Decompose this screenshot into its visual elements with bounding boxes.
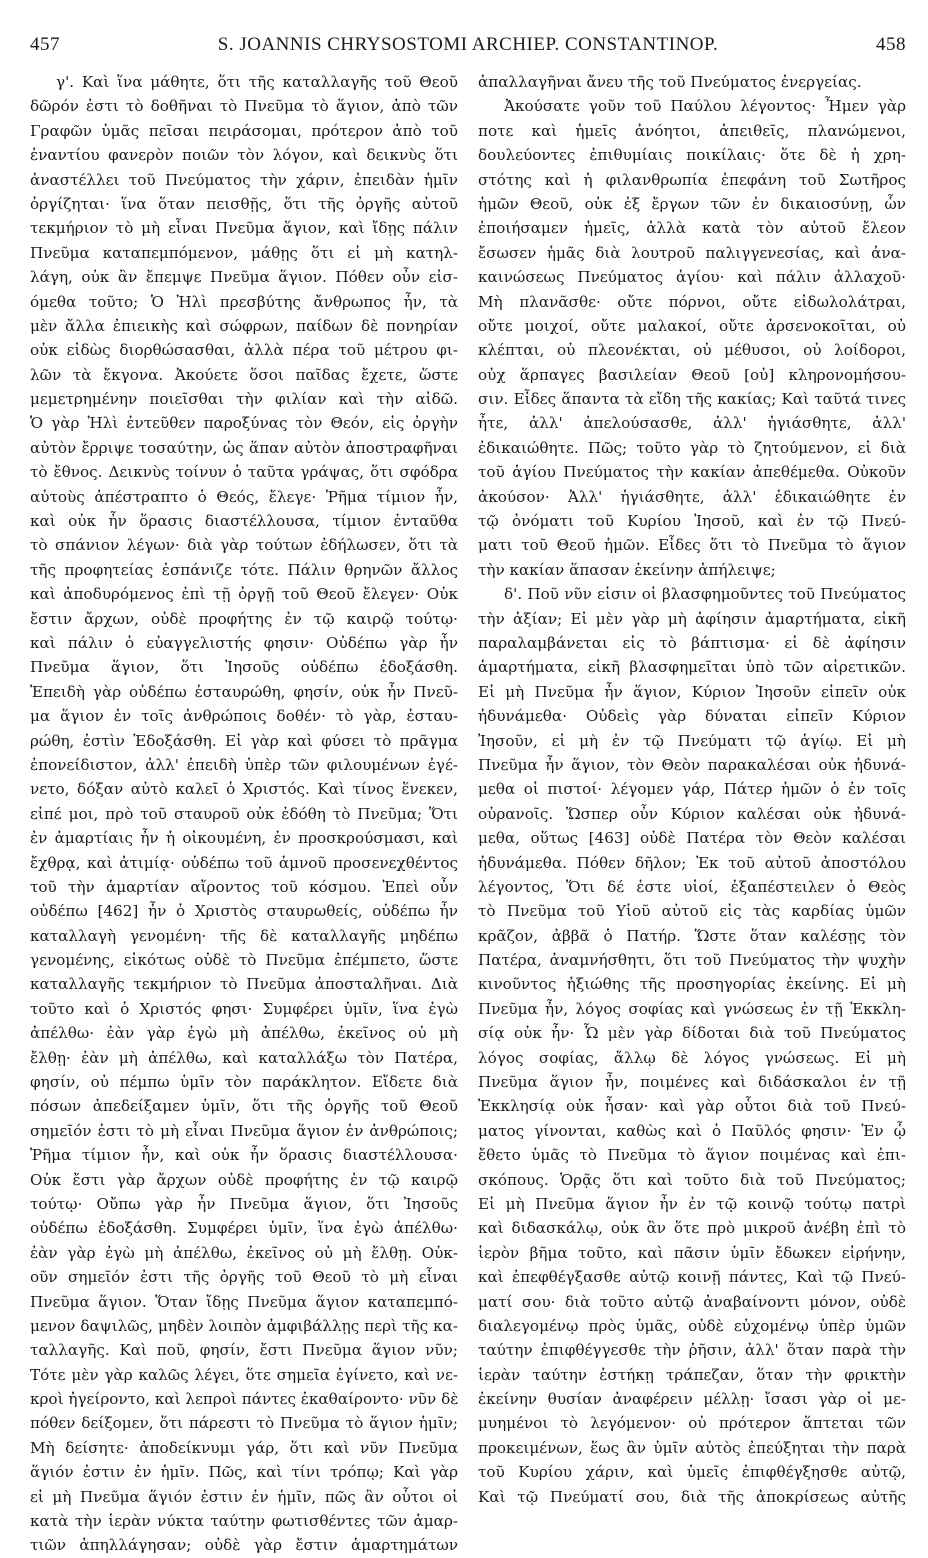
text-line: διαλεγομένῳ πρὸς ὑμᾶς, οὐδὲ εὐχομένῳ ὑπὲρ ὑμῶν bbox=[478, 1316, 906, 1335]
text-line: Τότε μὲν γὰρ καλῶς λέγει, ὅτε σημεῖα ἐγίνετο, καὶ νε- bbox=[30, 1365, 458, 1384]
text-line: ἔστιν ἄρχων, οὐδὲ προφήτης ἐν τῷ καιρῷ τούτῳ· bbox=[30, 609, 458, 628]
text-line: αὐτὸν ἔρριψε τοσαύτην, ὡς ἅπαν αὐτὸν ἀποστραφῆναι bbox=[30, 438, 458, 457]
text-line: πόθεν δείξομεν, ὅτι πάρεστι τὸ Πνεῦμα τὸ ἅγιον ἡμῖν; bbox=[30, 1414, 458, 1433]
text-line: καταλλαγῆς τεκμήριον τὸ Πνεῦμα ἀποσταλῆναι. Διὰ bbox=[30, 975, 458, 994]
text-line: ἠδυνάμεθα· Οὐδεὶς γὰρ δύναται εἰπεῖν Κύριον bbox=[478, 707, 906, 726]
text-line: ἐποιήσαμεν ἡμεῖς, ἀλλὰ κατὰ τὸν αὐτοῦ ἔλεον bbox=[478, 219, 906, 238]
text-line: Ἐπειδὴ γὰρ οὐδέπω ἐσταυρώθη, φησίν, οὐκ ἦν Πνεῦ- bbox=[30, 682, 458, 701]
text-line: τὴν κακίαν ἅπασαν ἐκείνην ἀπήλειψε; bbox=[478, 560, 776, 579]
text-line: οὔτε μοιχοί, οὔτε μαλακοί, οὔτε ἀρσενοκοῖται, οὐ bbox=[478, 316, 906, 335]
text-line: ταύτην ἐπιφθέγγεσθε τὴν ῥῆσιν, ἀλλ' ὅταν παρὰ τὴν bbox=[478, 1341, 906, 1360]
text-line: κρᾶζον, ἀββᾶ ὁ Πατήρ. Ὥστε ὅταν καλέσῃς τὸν bbox=[478, 926, 906, 945]
text-line: ματος γίνονται, καθὼς καὶ ὁ Παῦλός φησιν· Ἐν ᾧ bbox=[478, 1121, 906, 1140]
text-line: τῆς προφητείας ἐσπάνιζε τότε. Πάλιν θρηνῶν ἄλλος bbox=[30, 560, 458, 579]
text-line: κροὶ ἠγείροντο, καὶ λεπροὶ πάντες ἐκαθαίροντο· νῦν δὲ bbox=[30, 1390, 458, 1409]
text-line: τοῦ τὴν ἁμαρτίαν αἴροντος τοῦ κόσμου. Ἐπεὶ οὖν bbox=[30, 877, 458, 896]
text-line: Πνεῦμα ἦν ἅγιον, τὸν Θεὸν παρακαλέσαι οὐκ ἠδυνά- bbox=[478, 755, 906, 774]
text-line: μενον δαψιλῶς, μηδὲν λοιπὸν ἀμφιβάλλῃς περὶ τῆς κα- bbox=[30, 1316, 458, 1335]
text-line: φησίν, οὐ πέμπω ὑμῖν τὸν παράκλητον. Εἴδετε διὰ bbox=[30, 1073, 458, 1092]
text-line: ἀπέλθω· ἐὰν γὰρ ἐγὼ μὴ ἀπέλθω, ἐκεῖνος οὐ μὴ bbox=[30, 1024, 458, 1043]
text-line: Ἐκκλησίᾳ οὐκ ἦσαν· καὶ γὰρ οὗτοι διὰ τοῦ Πνεύ- bbox=[478, 1097, 906, 1116]
text-line: ἔλθῃ· ἐὰν μὴ ἀπέλθω, καὶ καταλλάξω τὸν Πατέρα, bbox=[30, 1048, 458, 1067]
text-line: Πνεῦμα ἅγιον, ὅτι Ἰησοῦς οὐδέπω ἐδοξάσθη. bbox=[30, 658, 458, 677]
text-line: οὐχ ἅρπαγες βασιλείαν Θεοῦ [οὐ] κληρονομήσου- bbox=[478, 365, 906, 384]
text-line: μεθα οἱ πιστοί· λέγομεν γάρ, Πάτερ ἡμῶν ὁ ἐν τοῖς bbox=[478, 780, 906, 799]
text-columns bbox=[30, 70, 906, 1558]
text-line: σιν. Εἶδες ἅπαντα τὰ εἴδη τῆς κακίας; Καὶ ταῦτά τινες bbox=[478, 390, 906, 409]
text-line: τοῦ ἁγίου Πνεύματος τὴν κακίαν ἀπεθέμεθα. Οὐκοῦν bbox=[478, 463, 906, 482]
text-line: δῶρόν ἐστι τὸ δοθῆναι τὸ Πνεῦμα τὸ ἅγιον, ἀπὸ τῶν bbox=[30, 97, 458, 116]
text-line: Γραφῶν ὑμᾶς πεῖσαι πειράσομαι, πρότερον ἀπὸ τοῦ bbox=[30, 121, 458, 140]
text-line: εἰ μὴ Πνεῦμα ἅγιόν ἐστιν ἐν ἡμῖν, πῶς ἂν οὗτοι οἱ bbox=[30, 1487, 458, 1506]
text-line: Ἰησοῦν, εἰ μὴ ἐν τῷ Πνεύματι τῷ ἁγίῳ. Εἰ μὴ bbox=[478, 731, 906, 750]
text-line: οὐδέπω ἐδοξάσθη. Συμφέρει ὑμῖν, ἵνα ἐγὼ ἀπέλθω· bbox=[30, 1219, 458, 1238]
text-line: λῶν τὰ ἔκγονα. Ἀκούετε ὅσοι παῖδας ἔχετε, ὥστε bbox=[30, 365, 458, 384]
text-line: λάγη, οὐκ ἂν ἔπεμψε Πνεῦμα ἅγιον. Πόθεν οὖν εἰσ- bbox=[30, 268, 458, 287]
text-line: ἔσωσεν ἡμᾶς διὰ λουτροῦ παλιγγενεσίας, καὶ ἀνα- bbox=[478, 243, 906, 262]
text-line: ὀργίζηται· ἵνα ὅταν πεισθῇς, ὅτι τῆς ὀργῆς αὐτοῦ bbox=[30, 194, 458, 213]
text-line: ἐν ἁμαρτίαις ἦν ἡ οἰκουμένη, ἐν προσκρούσμασι, καὶ bbox=[30, 829, 458, 848]
text-line: προκειμένων, ἕως ἂν ὑμῖν αὐτὸς ἐπεύξηται τὴν παρὰ bbox=[478, 1438, 906, 1457]
text-line: λέγοντος, Ὅτι δέ ἐστε υἱοί, ἐξαπέστειλεν ὁ Θεὸς bbox=[478, 877, 906, 896]
text-line: κατὰ τὴν ἱερὰν νύκτα ταύτην φωτισθέντες τῶν ἁμαρ- bbox=[30, 1512, 458, 1531]
text-line: ρώθη, ἐστὶν Ἐδοξάσθη. Εἰ γὰρ καὶ φύσει τὸ πρᾶγμα bbox=[30, 731, 458, 750]
text-line: καταλλαγὴ γενομένη· τῆς δὲ καταλλαγῆς μηδέπω bbox=[30, 926, 458, 945]
text-line: Εἰ μὴ Πνεῦμα ἅγιον ἦν ἐν τῷ κοινῷ τούτῳ πατρὶ bbox=[478, 1194, 906, 1213]
text-line: σίᾳ οὐκ ἦν· Ὧ μὲν γὰρ δίδοται διὰ τοῦ Πνεύματος bbox=[478, 1024, 906, 1043]
text-line: ἐὰν γὰρ ἐγὼ μὴ ἀπέλθω, ἐκεῖνος οὐ μὴ ἔλθῃ. Οὐκ- bbox=[30, 1243, 458, 1262]
text-line: μεθα, οὕτως [463] οὐδὲ Πατέρα τὸν Θεὸν καλέσαι bbox=[478, 829, 906, 848]
text-line: ἦτε, ἀλλ' ἀπελούσασθε, ἀλλ' ἡγιάσθητε, ἀλλ' bbox=[478, 414, 906, 433]
text-line: ἀκούσον· Ἀλλ' ἡγιάσθητε, ἀλλ' ἐδικαιώθητε ἐν bbox=[478, 487, 906, 506]
text-line: Ὁ γὰρ Ἠλὶ ἐντεῦθεν παροξύνας τὸν Θεόν, εἰς ὀργὴν bbox=[30, 414, 458, 433]
text-line: τούτῳ· Οὔπω γὰρ ἦν Πνεῦμα ἅγιον, ὅτι Ἰησοῦς bbox=[30, 1194, 458, 1213]
text-line: τεκμήριον τὸ μὴ εἶναι Πνεῦμα ἅγιον, καὶ ἴδῃς πάλιν bbox=[30, 219, 458, 238]
text-line: πόσων ἀπεδείξαμεν ὑμῖν, ὅτι τῆς ὀργῆς τοῦ Θεοῦ bbox=[30, 1097, 458, 1116]
text-line: παραλαμβάνεται εἰς τὸ βάπτισμα· εἰ δὲ ἀφίησιν bbox=[478, 633, 906, 652]
right-column bbox=[478, 70, 906, 1558]
text-line: κινοῦντος ἠξιώθης τῆς προσηγορίας ἐκείνης. Εἰ μὴ bbox=[478, 975, 906, 994]
text-line: ἱερὰν ταύτην ἑστήκῃ τράπεζαν, ὅταν τὴν φρικτὴν bbox=[478, 1365, 906, 1384]
text-line: καινώσεως Πνεύματος ἁγίου· καὶ πάλιν ἀλλαχοῦ· bbox=[478, 268, 906, 287]
text-line: δ'. Ποῦ νῦν εἰσιν οἱ βλασφημοῦντες τοῦ Πνεύματος bbox=[504, 585, 906, 604]
text-line: ἐπονείδιστον, ἀλλ' ἐπειδὴ ὑπὲρ τῶν φιλουμένων ἐγέ- bbox=[30, 755, 458, 774]
text-line: ἠδυνάμεθα. Πόθεν δῆλον; Ἐκ τοῦ αὐτοῦ ἀποστόλου bbox=[478, 853, 906, 872]
text-line: Μὴ δείσητε· ἀποδείκνυμι γάρ, ὅτι καὶ νῦν Πνεῦμα bbox=[30, 1438, 458, 1457]
text-line: ἀπαλλαγῆναι ἄνευ τῆς τοῦ Πνεύματος ἐνεργείας. bbox=[478, 73, 862, 91]
text-line: κλέπται, οὐ πλεονέκται, οὐ μέθυσοι, οὐ λοίδοροι, bbox=[478, 341, 906, 360]
text-line: τοῦ Κυρίου χάριν, καὶ ὑμεῖς ἐπιφθέγξησθε αὐτῷ, bbox=[478, 1463, 906, 1482]
text-line: τὸ ἔθνος. Δεικνὺς τοίνυν ὁ ταῦτα γράψας, ὅτι σφόδρα bbox=[30, 463, 458, 482]
text-line: λόγος σοφίας, ἄλλῳ δὲ λόγος γνώσεως. Εἰ μὴ bbox=[478, 1048, 906, 1067]
text-line: σκόπους. Ὁρᾷς ὅτι καὶ τοῦτο διὰ τοῦ Πνεύματος; bbox=[478, 1170, 906, 1189]
text-line: μὲν ἄλλα ἐπιεικὴς καὶ σώφρων, παίδων δὲ πονηρίαν bbox=[30, 316, 458, 335]
running-head bbox=[30, 34, 906, 64]
text-line: οὐκ εἰδὼς διορθώσασθαι, ἀλλὰ πέρα τοῦ μέτρου φι- bbox=[30, 341, 458, 360]
text-line: ἐναντίου φανερὸν ποιῶν τὸν λόγον, καὶ δεικνὺς ὅτι bbox=[30, 146, 458, 165]
text-line: οὐρανοῖς. Ὥσπερ οὖν Κύριον καλέσαι οὐκ ἠδυνά- bbox=[478, 804, 906, 823]
text-line: ποτε καὶ ἡμεῖς ἀνόητοι, ἀπειθεῖς, πλανώμενοι, bbox=[478, 121, 906, 140]
text-line: Πνεῦμα ἅγιον ἦν, ποιμένες καὶ διδάσκαλοι ἐν τῇ bbox=[478, 1073, 906, 1092]
text-line: τιῶν ἀπηλλάγησαν; οὐδὲ γὰρ ἔστιν ἁμαρτημάτων bbox=[30, 1536, 458, 1555]
text-line: Πνεῦμα ἅγιον. Ὅταν ἴδῃς Πνεῦμα ἅγιον καταπεμπό- bbox=[30, 1292, 458, 1311]
text-line: ἔθετο ὑμᾶς τὸ Πνεῦμα τὸ ἅγιον ποιμένας καὶ ἐπι- bbox=[478, 1146, 906, 1165]
text-line: Πατέρα, ἀναμνήσθητι, ὅτι τοῦ Πνεύματος τὴν ψυχὴν bbox=[478, 951, 906, 970]
text-line: ματί σου· διὰ τοῦτο αὐτῷ ἀναβαίνοντι μόνον, οὐδὲ bbox=[478, 1292, 906, 1311]
text-line: ἱερὸν βῆμα τοῦτο, καὶ πᾶσιν ὑμῖν ἔδωκεν εἰρήνην, bbox=[478, 1243, 906, 1262]
text-line: καὶ διδασκάλῳ, οὐκ ἂν ὅτε πρὸ μικροῦ ἀνέβη ἐπὶ τὸ bbox=[478, 1219, 906, 1238]
text-line: Πνεῦμα καταπεμπόμενον, μάθῃς ὅτι εἰ μὴ κατηλ- bbox=[30, 243, 458, 262]
running-title: S. JOANNIS CHRYSOSTOMI ARCHIEP. CONSTANTINOP. bbox=[217, 34, 719, 55]
text-line: ἔχθρᾳ, καὶ ἀτιμίᾳ· οὐδέπω τοῦ ἀμνοῦ προσενεχθέντος bbox=[30, 853, 458, 872]
text-line: μα ἅγιον ἐν τοῖς ἀνθρώποις δοθέν· τὸ γὰρ, ἐσταυ- bbox=[30, 707, 458, 726]
text-line: οῦν σημεῖόν ἐστι τῆς ὀργῆς τοῦ Θεοῦ τὸ μὴ εἶναι bbox=[30, 1268, 458, 1287]
text-line: γενομένης, εἰκότως οὐδὲ τὸ Πνεῦμα ἐπέμπετο, ὥστε bbox=[30, 951, 458, 970]
text-line: δουλεύοντες ἐπιθυμίαις ποικίλαις· ὅτε δὲ ἡ χρη- bbox=[478, 146, 906, 165]
text-line: ἐκείνην θυσίαν ἀναφέρειν μέλλῃ· ἴσασι γὰρ οἱ με- bbox=[478, 1390, 906, 1409]
text-line: Εἰ μὴ Πνεῦμα ἦν ἅγιον, Κύριον Ἰησοῦν εἰπεῖν οὐκ bbox=[478, 682, 906, 701]
text-line: Καὶ τῷ Πνεύματί σου, διὰ τῆς ἀποκρίσεως αὐτῆς bbox=[478, 1487, 906, 1506]
text-line: ἡμῶν Θεοῦ, οὐκ ἐξ ἔργων τῶν ἐν δικαιοσύνῃ, ὧν bbox=[478, 194, 906, 213]
text-line: αὐτοὺς ἀπέστραπτο ὁ Θεός, ἔλεγε· Ῥῆμα τίμιον ἦν, bbox=[30, 487, 458, 506]
text-line: καὶ ἐπεφθέγξασθε αὐτῷ κοινῇ πάντες, Καὶ τῷ Πνεύ- bbox=[478, 1268, 906, 1287]
text-line: Μὴ πλανᾶσθε· οὔτε πόρνοι, οὔτε εἰδωλολάτραι, bbox=[478, 292, 906, 311]
text-line: Οὐκ ἔστι γὰρ ἄρχων οὐδὲ προφήτης ἐν τῷ καιρῷ bbox=[30, 1170, 458, 1189]
text-line: ἐδικαιώθητε. Πῶς; τοῦτο γὰρ τὸ ζητούμενον, εἰ διὰ bbox=[478, 438, 906, 457]
left-page-number: 457 bbox=[30, 34, 60, 55]
text-line: ταλλαγῆς. Καὶ ποῦ, φησίν, ἔστι Πνεῦμα ἅγιον νῦν; bbox=[30, 1341, 458, 1360]
left-column bbox=[30, 70, 458, 1558]
text-line: όμεθα τοῦτο; Ὁ Ἠλὶ πρεσβύτης ἄνθρωπος ἦν, τὰ bbox=[30, 292, 458, 311]
text-line: τῷ ὀνόματι τοῦ Κυρίου Ἰησοῦ, καὶ ἐν τῷ Πνεύ- bbox=[478, 512, 906, 531]
text-line: Ἀκούσατε γοῦν τοῦ Παύλου λέγοντος· Ἦμεν γὰρ bbox=[504, 97, 906, 116]
text-line: καὶ ἀποδυρόμενος ἐπὶ τῇ ὀργῇ τοῦ Θεοῦ ἔλεγεν· Οὐκ bbox=[30, 585, 458, 604]
text-line: ἅγιόν ἐστιν ἐν ἡμῖν. Πῶς, καὶ τίνι τρόπῳ; Καὶ γὰρ bbox=[30, 1463, 458, 1482]
text-line: ἁμαρτήματα, εἰκῆ βλασφημεῖται ὑπὸ τῶν αἱρετικῶν. bbox=[478, 658, 906, 677]
text-line: οὐδέπω [462] ἦν ὁ Χριστὸς σταυρωθείς, οὐδέπω ἦν bbox=[30, 902, 458, 921]
text-line: τὴν ἀξίαν; Εἰ μὲν γὰρ μὴ ἀφίησιν ἁμαρτήματα, εἰκῆ bbox=[478, 609, 906, 628]
right-page-number: 458 bbox=[876, 34, 906, 55]
text-line: ἀναστέλλει τοῦ Πνεύματος τὴν χάριν, ἐπειδὰν ἡμῖν bbox=[30, 170, 458, 189]
text-line: ματι τοῦ Θεοῦ ἡμῶν. Εἶδες ὅτι τὸ Πνεῦμα τὸ ἅγιον bbox=[478, 536, 906, 555]
text-line: τὸ Πνεῦμα τοῦ Υἱοῦ αὐτοῦ εἰς τὰς καρδίας ὑμῶν bbox=[478, 902, 906, 921]
text-line: Ῥῆμα τίμιον ἦν, καὶ οὐκ ἦν ὅρασις διαστέλλουσα· bbox=[30, 1146, 458, 1165]
text-line: νετο, δόξαν αὐτὸ καλεῖ ὁ Χριστός. Καὶ τίνος ἕνεκεν, bbox=[30, 780, 458, 799]
text-line: Πνεῦμα ἦν, λόγος σοφίας καὶ γνώσεως ἐν τῇ Ἐκκλη- bbox=[478, 999, 906, 1018]
text-line: μυημένοι τὸ λεγόμενον· οὐ πρότερον ἅπτεται τῶν bbox=[478, 1414, 906, 1433]
text-line: σημεῖόν ἐστι τὸ μὴ εἶναι Πνεῦμα ἅγιον ἐν ἀνθρώποις; bbox=[30, 1121, 458, 1140]
text-line: μεμετρημένην ποιεῖσθαι τὴν φιλίαν καὶ τὴν αἰδῶ. bbox=[30, 390, 458, 409]
text-line: καὶ οὐκ ἦν ὅρασις διαστέλλουσα, τίμιον ἐνταῦθα bbox=[30, 512, 458, 531]
text-line: εἰπέ μοι, πρὸ τοῦ σταυροῦ οὐκ ἐδόθη τὸ Πνεῦμα; Ὅτι bbox=[30, 804, 458, 823]
text-line: στότης καὶ ἡ φιλανθρωπία ἐπεφάνη τοῦ Σωτῆρος bbox=[478, 170, 906, 189]
text-line: γ'. Καὶ ἵνα μάθητε, ὅτι τῆς καταλλαγῆς τοῦ Θεοῦ bbox=[56, 73, 458, 91]
text-line: τὸ σπάνιον λέγων· διὰ γὰρ τούτων ἐδήλωσεν, ὅτι τὰ bbox=[30, 536, 458, 555]
text-line: τοῦτο καὶ ὁ Χριστός φησι· Συμφέρει ὑμῖν, ἵνα ἐγὼ bbox=[30, 999, 458, 1018]
text-line: καὶ πάλιν ὁ εὐαγγελιστής φησιν· Οὐδέπω γὰρ ἦν bbox=[30, 633, 458, 652]
